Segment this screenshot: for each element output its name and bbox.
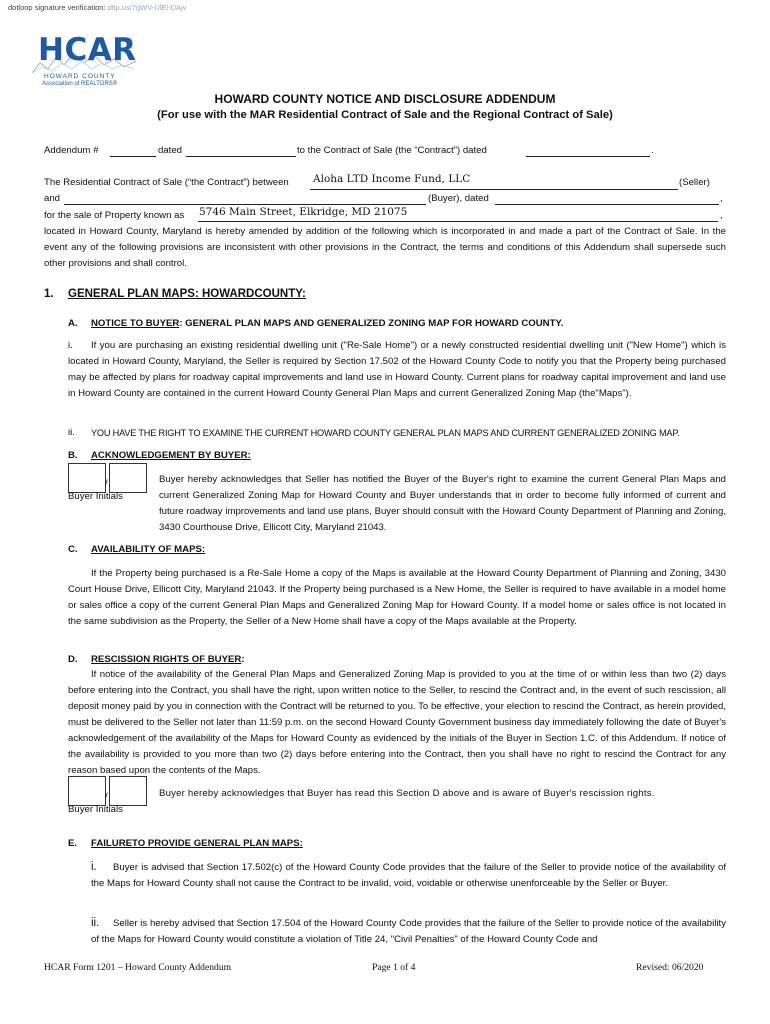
item-i: i. — [68, 340, 73, 351]
logo-line1: HOWARD COUNTY — [44, 73, 116, 80]
footer-form-name: HCAR Form 1201 – Howard County Addendum — [44, 962, 232, 973]
and-label: and — [44, 193, 61, 204]
comma: , — [720, 210, 723, 221]
contract-date-field[interactable] — [526, 156, 650, 157]
notice-to-buyer-heading — [91, 316, 563, 332]
notice-title: NOTICE TO BUYER — [91, 318, 180, 329]
failure-paragraph-i: Buyer is advised that Section 17.502(c) of the Howard County Code provides that the failure of the Seller to provide notice of the availability of the Maps for Howard County shall not cause the Contract to be invalid, void, voidable or otherwise unenforceable by the Seller or Buyer. — [91, 862, 726, 889]
buyer-initials-label: Buyer Initials — [68, 491, 123, 502]
verification-link[interactable]: dtlp.us/7gWV-UlEl-DAjv — [107, 3, 187, 12]
failure-paragraph-ii: Seller is hereby advised that Section 17.504 of the Howard County Code provides that the failure of the Seller to provide notice of the availability of the Maps for Howard County would constitute a violation of Title 24, "Civil Penalties" of the Howard County Code and — [91, 918, 726, 945]
failure-heading: FAILURETO PROVIDE GENERAL PLAN MAPS: — [91, 838, 303, 849]
seller-field-line[interactable] — [310, 189, 678, 190]
item-letter-b: B. — [68, 450, 78, 461]
property-field-line[interactable] — [198, 221, 718, 222]
acknowledgement-text: Buyer hereby acknowledges that Seller has notified the Buyer of the Buyer's right to examine the current General Plan Maps and current Generalized Zoning Map for Howard County and Buyer understands that in order to become fully informed of current and future roadway improvements and land use plans, Buyer should consult with the Howard County Department of Planning and Zoning, 3430 Courthouse Drive, Ellicott City, Maryland 21043. — [159, 474, 726, 533]
section-number: 1. — [44, 288, 54, 300]
rescission-ack-text: Buyer hereby acknowledges that Buyer has read this Section D above and is aware of Buyer's rescission rights. — [159, 788, 655, 799]
item-letter-a: A. — [68, 318, 78, 329]
rescission-initials-label: Buyer Initials — [68, 804, 123, 815]
signature-verification — [8, 3, 186, 12]
comma: , — [720, 193, 723, 204]
availability-text: If the Property being purchased is a Re-Sale Home a copy of the Maps is available at the Howard County Department of Planning and Zoning, 3430 Court House Drive, Ellicott City, Maryland 21043. If the Property being purchased is a New Home, the Seller is required to have available in a model home or sales office a copy of the current General Plan Maps and Generalized Zoning Map for Howard County. If a model home or sales office is not located in the same subdivision as the Property, the Seller of a New Home shall have a copy of the Maps available at the Property. — [68, 568, 726, 627]
dated-label: dated — [158, 145, 183, 156]
rescission-heading — [91, 652, 245, 668]
item-e-ii: ii. — [91, 917, 100, 929]
buyer-date-field[interactable] — [495, 204, 719, 205]
rescission-colon: : — [241, 654, 245, 665]
notice-paragraph-ii: YOU HAVE THE RIGHT TO EXAMINE THE CURRENT HOWARD COUNTY GENERAL PLAN MAPS AND CURRENT GENERALIZED ZONING MAP. — [91, 428, 680, 438]
rescission-text: If notice of the availability of the General Plan Maps and Generalized Zoning Map is provided to you at the time of or within less than two (2) days before entering into the Contract, you shall have the right, upon written notice to the Seller, to rescind the Contract and, in the event of such rescission, all deposit money paid by you in connection with the Contract will be returned to you. To be effective, your election to rescind the Contract, as herein provided, must be delivered to the Seller not later than 11:59 p.m. on the second Howard County Government business day immediately following the date of Buyer's acknowledgement of the availability of the Maps for Howard County as evidenced by the initials of the Buyer in Section 1.C. of this Addendum. If notice of the availability is provided to you more than two (2) days before entering into the Contract, then you shall have no right to rescind the Contract for any reason based upon the contents of the Maps. — [68, 669, 726, 776]
rescission-title: RESCISSION RIGHTS OF BUYER — [91, 654, 242, 665]
seller-name-value: Aloha LTD Income Fund, LLC — [313, 173, 471, 185]
notice-title-rest: : GENERAL PLAN MAPS AND GENERALIZED ZONING MAP FOR HOWARD COUNTY. — [179, 318, 564, 329]
addendum-number-field[interactable] — [110, 156, 156, 157]
item-letter-c: C. — [68, 544, 78, 555]
initials-separator: / — [105, 478, 108, 489]
item-letter-e: E. — [68, 838, 78, 849]
verification-label: dotloop signature verification: — [8, 3, 106, 12]
logo-line2: Association of REALTORS® — [42, 81, 118, 87]
logo-wordmark: HCAR — [38, 32, 137, 68]
availability-heading: AVAILABILITY OF MAPS: — [91, 544, 206, 555]
to-contract-label: to the Contract of Sale (the “Contract”) dated — [297, 145, 487, 156]
addendum-label: Addendum # — [44, 145, 99, 156]
footer-revised-date: Revised: 06/2020 — [636, 962, 704, 973]
intro-paragraph: located in Howard County, Maryland is hereby amended by addition of the following which is incorporated in and made a part of the Contract of Sale. In the event any of the following provisions are inconsistent with other provisions in the Contract, the terms and conditions of this Addendum shall supersede such other provisions and shall control. — [44, 226, 726, 269]
period: . — [651, 145, 654, 156]
addendum-date-field[interactable] — [186, 156, 296, 157]
property-address-value: 5746 Main Street, Elkridge, MD 21075 — [199, 206, 408, 218]
seller-label: (Seller) — [679, 177, 710, 188]
buyer-dated-label: (Buyer), dated — [428, 193, 489, 204]
footer-page-number: Page 1 of 4 — [372, 962, 416, 973]
notice-paragraph-i: If you are purchasing an existing residential dwelling unit ("Re-Sale Home") or a newly constructed residential dwelling unit ("New Home") which is located in Howard County, Maryland, the Seller is required by Section 17.502 of the Howard County Code to notify you that the Property being purchased may be affected by plans for roadway capital improvements and land use in Howard County. Current plans for roadway capital improvement and land use in Howard County are contained in the current Howard County General Plan Maps and current Generalized Zoning Map (the"Maps"). — [68, 340, 726, 399]
for-sale-label: for the sale of Property known as — [44, 210, 185, 221]
item-e-i: i. — [91, 861, 97, 873]
section-title: GENERAL PLAN MAPS: HOWARDCOUNTY: — [68, 288, 306, 300]
document-subtitle: (For use with the MAR Residential Contract of Sale and the Regional Contract of Sale) — [157, 109, 613, 121]
item-letter-d: D. — [68, 654, 78, 665]
item-ii: ii. — [68, 427, 75, 438]
residential-label: The Residential Contract of Sale (“the Contract”) between — [44, 177, 289, 188]
buyer-field-line[interactable] — [64, 204, 426, 205]
acknowledgement-heading: ACKNOWLEDGEMENT BY BUYER: — [91, 450, 251, 461]
document-title: HOWARD COUNTY NOTICE AND DISCLOSURE ADDENDUM — [214, 92, 556, 106]
initials-separator: / — [105, 791, 108, 802]
